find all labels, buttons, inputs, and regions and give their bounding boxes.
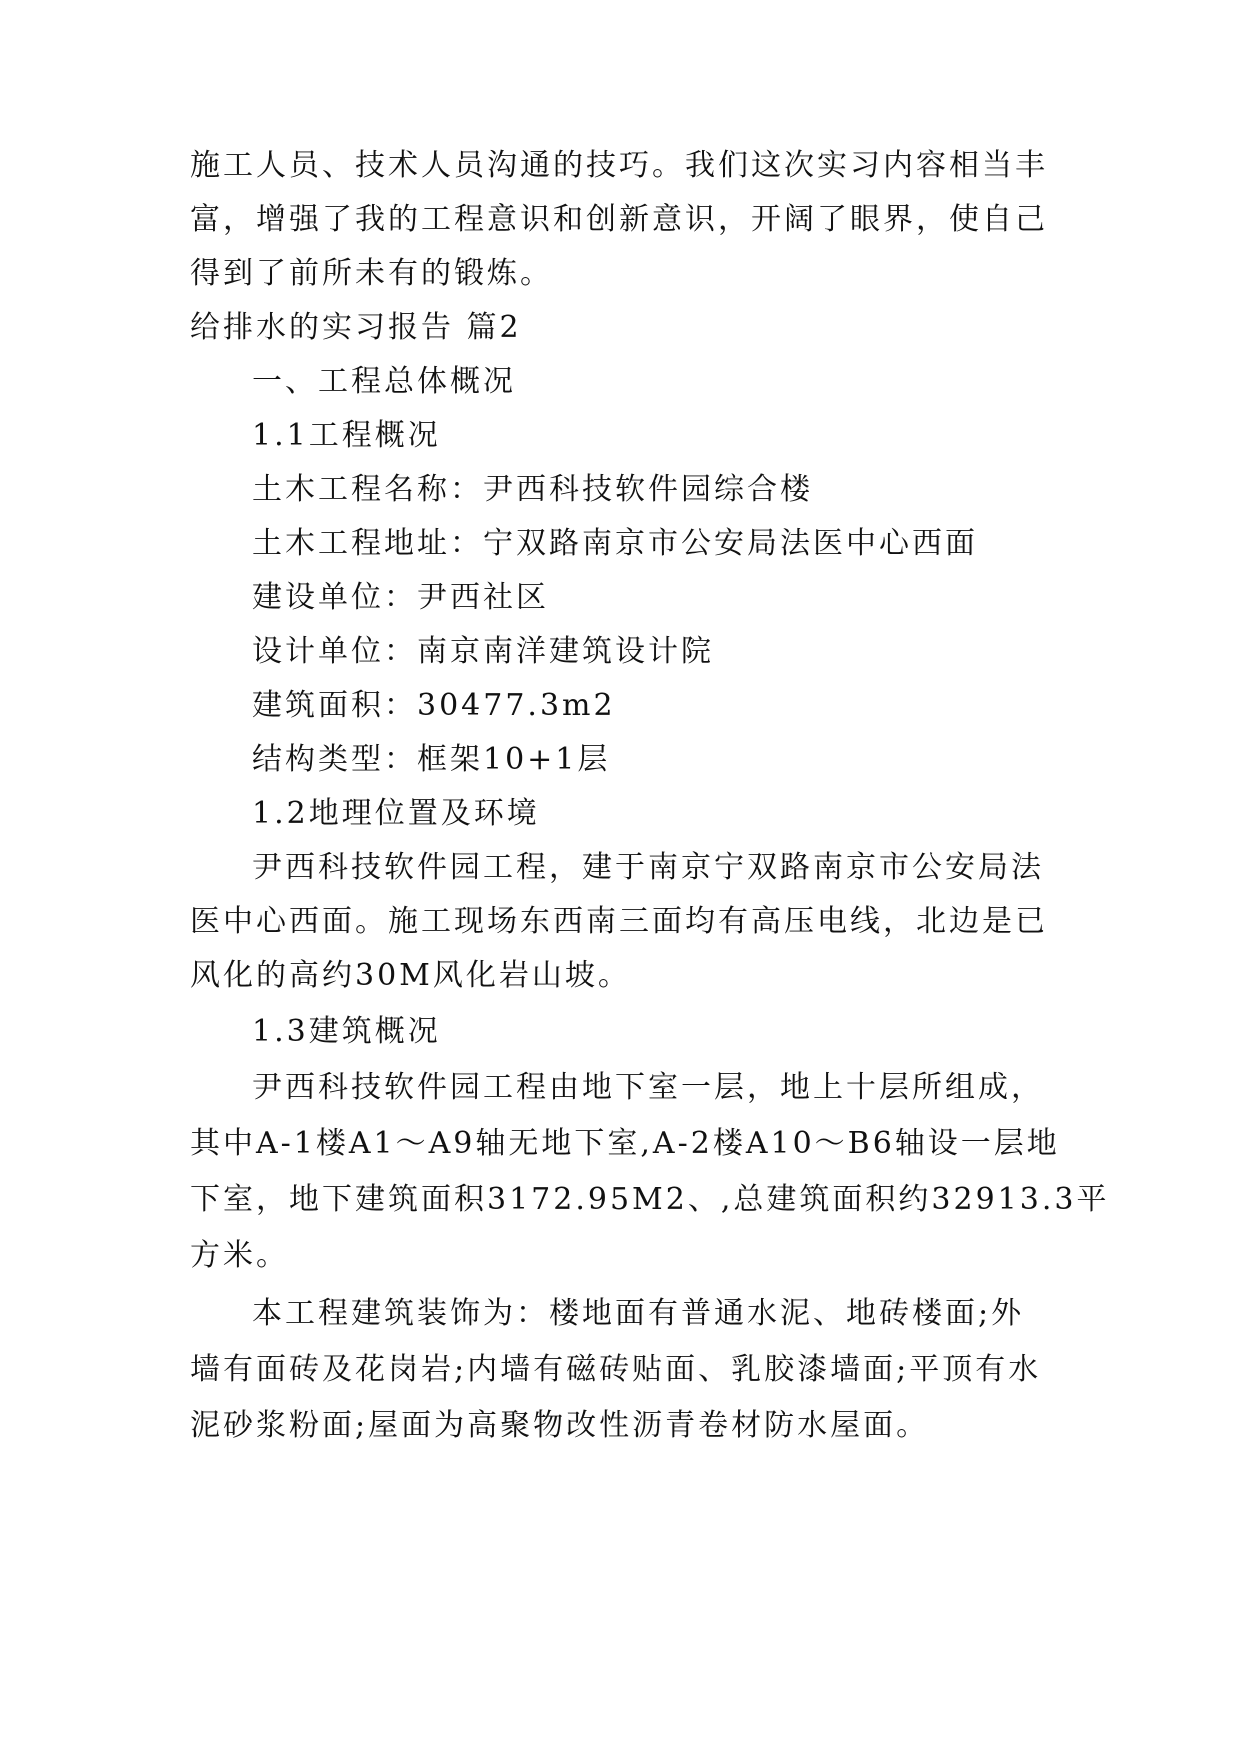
text-line: 尹西科技软件园工程，建于南京宁双路南京市公安局法 (252, 850, 1044, 885)
text-line: 得到了前所未有的锻炼。 (190, 256, 553, 291)
subsection-heading: 1.3建筑概况 (252, 1014, 441, 1049)
text-line: 医中心西面。施工现场东西南三面均有高压电线，北边是已 (190, 904, 1048, 939)
text-line: 墙有面砖及花岗岩;内墙有磁砖贴面、乳胶漆墙面;平顶有水 (190, 1352, 1042, 1387)
text-line: 方米。 (190, 1238, 289, 1273)
project-name: 土木工程名称：尹西科技软件园综合楼 (252, 472, 813, 507)
design-unit: 设计单位：南京南洋建筑设计院 (252, 634, 714, 669)
section-heading: 给排水的实习报告 篇2 (190, 310, 522, 345)
text-line: 本工程建筑装饰为：楼地面有普通水泥、地砖楼面;外 (252, 1296, 1025, 1331)
text-line: 尹西科技软件园工程由地下室一层，地上十层所组成， (252, 1070, 1044, 1105)
text-line: 泥砂浆粉面;屋面为高聚物改性沥青卷材防水屋面。 (190, 1408, 930, 1443)
structure-type: 结构类型：框架10+1层 (252, 742, 611, 777)
building-area: 建筑面积：30477.3m2 (252, 688, 616, 723)
text-line: 其中A-1楼A1～A9轴无地下室,A-2楼A10～B6轴设一层地 (190, 1126, 1060, 1161)
project-address: 土木工程地址：宁双路南京市公安局法医中心西面 (252, 526, 978, 561)
text-line: 下室，地下建筑面积3172.95M2、,总建筑面积约32913.3平 (190, 1182, 1110, 1217)
subsection-heading: 1.1工程概况 (252, 418, 441, 453)
subsection-heading: 1.2地理位置及环境 (252, 796, 540, 831)
text-line: 施工人员、技术人员沟通的技巧。我们这次实习内容相当丰 (190, 148, 1048, 183)
construction-unit: 建设单位：尹西社区 (252, 580, 549, 615)
text-line: 富，增强了我的工程意识和创新意识，开阔了眼界，使自己 (190, 202, 1048, 237)
chapter-heading: 一、工程总体概况 (252, 364, 516, 399)
text-line: 风化的高约30M风化岩山坡。 (190, 958, 631, 993)
